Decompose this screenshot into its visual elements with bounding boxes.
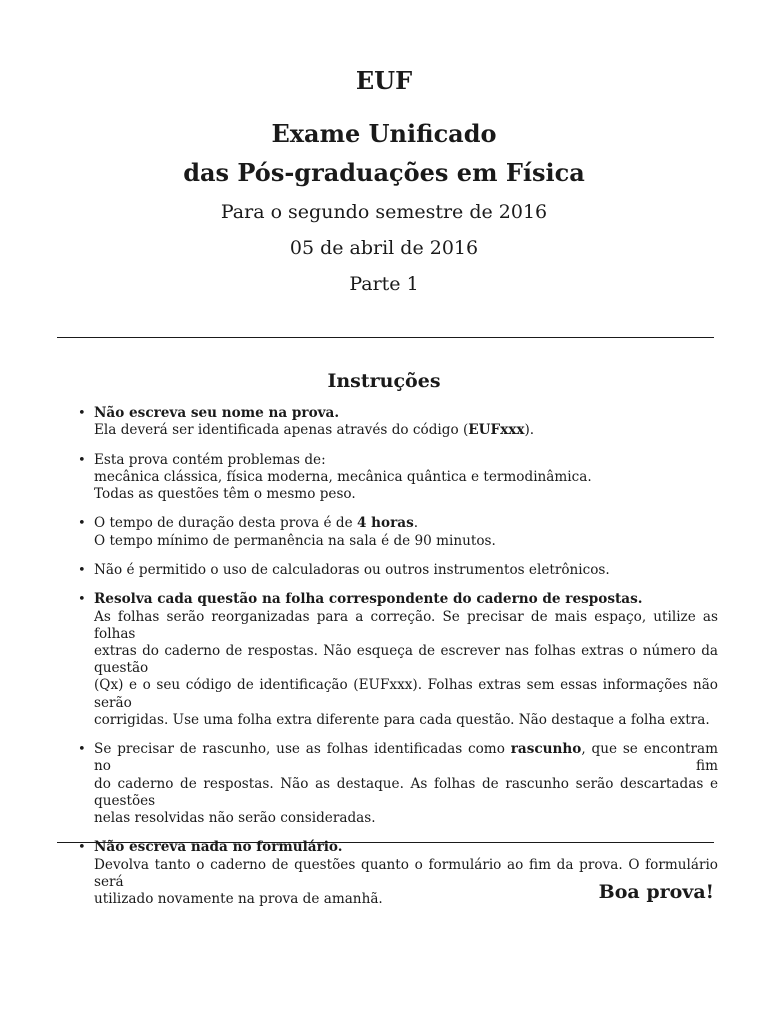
instruction-text: As folhas serão reorganizadas para a correção. Se precisar de mais espaço, utilize as folhas [94,608,718,642]
instruction-text: Esta prova contém problemas de: [94,451,326,468]
bullet-icon: • [78,452,86,468]
bullet-icon: • [78,592,86,608]
instruction-bold: EUFxxx [468,422,525,439]
instruction-bold: 4 horas [356,515,414,532]
instruction-text: Todas as questões têm o mesmo peso. [94,486,356,502]
instruction-text: utilizado novamente na prova de amanhã. [94,891,383,907]
bottom-divider [57,842,714,843]
instruction-bold: Resolva cada questão na folha correspondente do caderno de respostas. [94,591,643,608]
instruction-item [78,515,718,549]
instruction-text: ). [524,422,535,439]
instruction-text: . [413,515,419,532]
instruction-item [78,405,718,439]
instruction-item [78,741,718,827]
bullet-icon: • [78,840,86,856]
top-divider [57,337,714,338]
bullet-icon: • [78,742,86,758]
instructions-heading: Instruções [327,370,441,392]
exam-acronym: EUF [355,66,413,95]
closing-message: Boa prova! [598,881,714,903]
instructions-list [78,405,718,920]
bullet-icon: • [78,562,86,578]
instruction-text: do caderno de respostas. Não as destaque. As folhas de rascunho serão descartadas e questões [94,775,718,809]
exam-semester: Para o segundo semestre de 2016 [220,201,548,223]
instruction-item [78,591,718,729]
instruction-text: Ela deverá ser identificada apenas através do código ( [94,422,469,439]
instruction-bold: Não escreva seu nome na prova. [94,405,340,421]
instruction-text: Se precisar de rascunho, use as folhas identificadas como [94,741,511,758]
instruction-text: Devolva tanto o caderno de questões quanto o formulário ao fim da prova. O formulário será [94,856,718,890]
instruction-text: mecânica clássica, física moderna, mecânica quântica e termodinâmica. [94,468,592,485]
instruction-text: corrigidas. Use uma folha extra diferente para cada questão. Não destaque a folha extra. [94,711,710,728]
exam-title-line-2: das Pós-graduações em Física [183,158,585,187]
instruction-item [78,562,718,579]
instruction-text: (Qx) e o seu código de identificação (EUFxxx). Folhas extras sem essas informações não serão [94,677,718,711]
instruction-text: nelas resolvidas não serão consideradas. [94,810,376,826]
instruction-text: , que se encontram no fim [94,741,718,775]
instruction-text: Não é permitido o uso de calculadoras ou outros instrumentos eletrônicos. [94,561,610,578]
bullet-icon: • [78,406,86,421]
instruction-text: O tempo de duração desta prova é de [94,515,357,532]
exam-title-line-1: Exame Unificado [271,119,497,148]
bullet-icon: • [78,516,86,532]
exam-date: 05 de abril de 2016 [289,237,479,259]
instruction-text: O tempo mínimo de permanência na sala é de 90 minutos. [94,532,496,549]
instruction-item [78,452,718,504]
exam-part: Parte 1 [349,273,419,295]
instruction-bold: rascunho [510,741,582,758]
instruction-text: extras do caderno de respostas. Não esqueça de escrever nas folhas extras o número da questão [94,642,718,677]
instruction-bold: Não escreva nada no formulário. [94,839,343,856]
